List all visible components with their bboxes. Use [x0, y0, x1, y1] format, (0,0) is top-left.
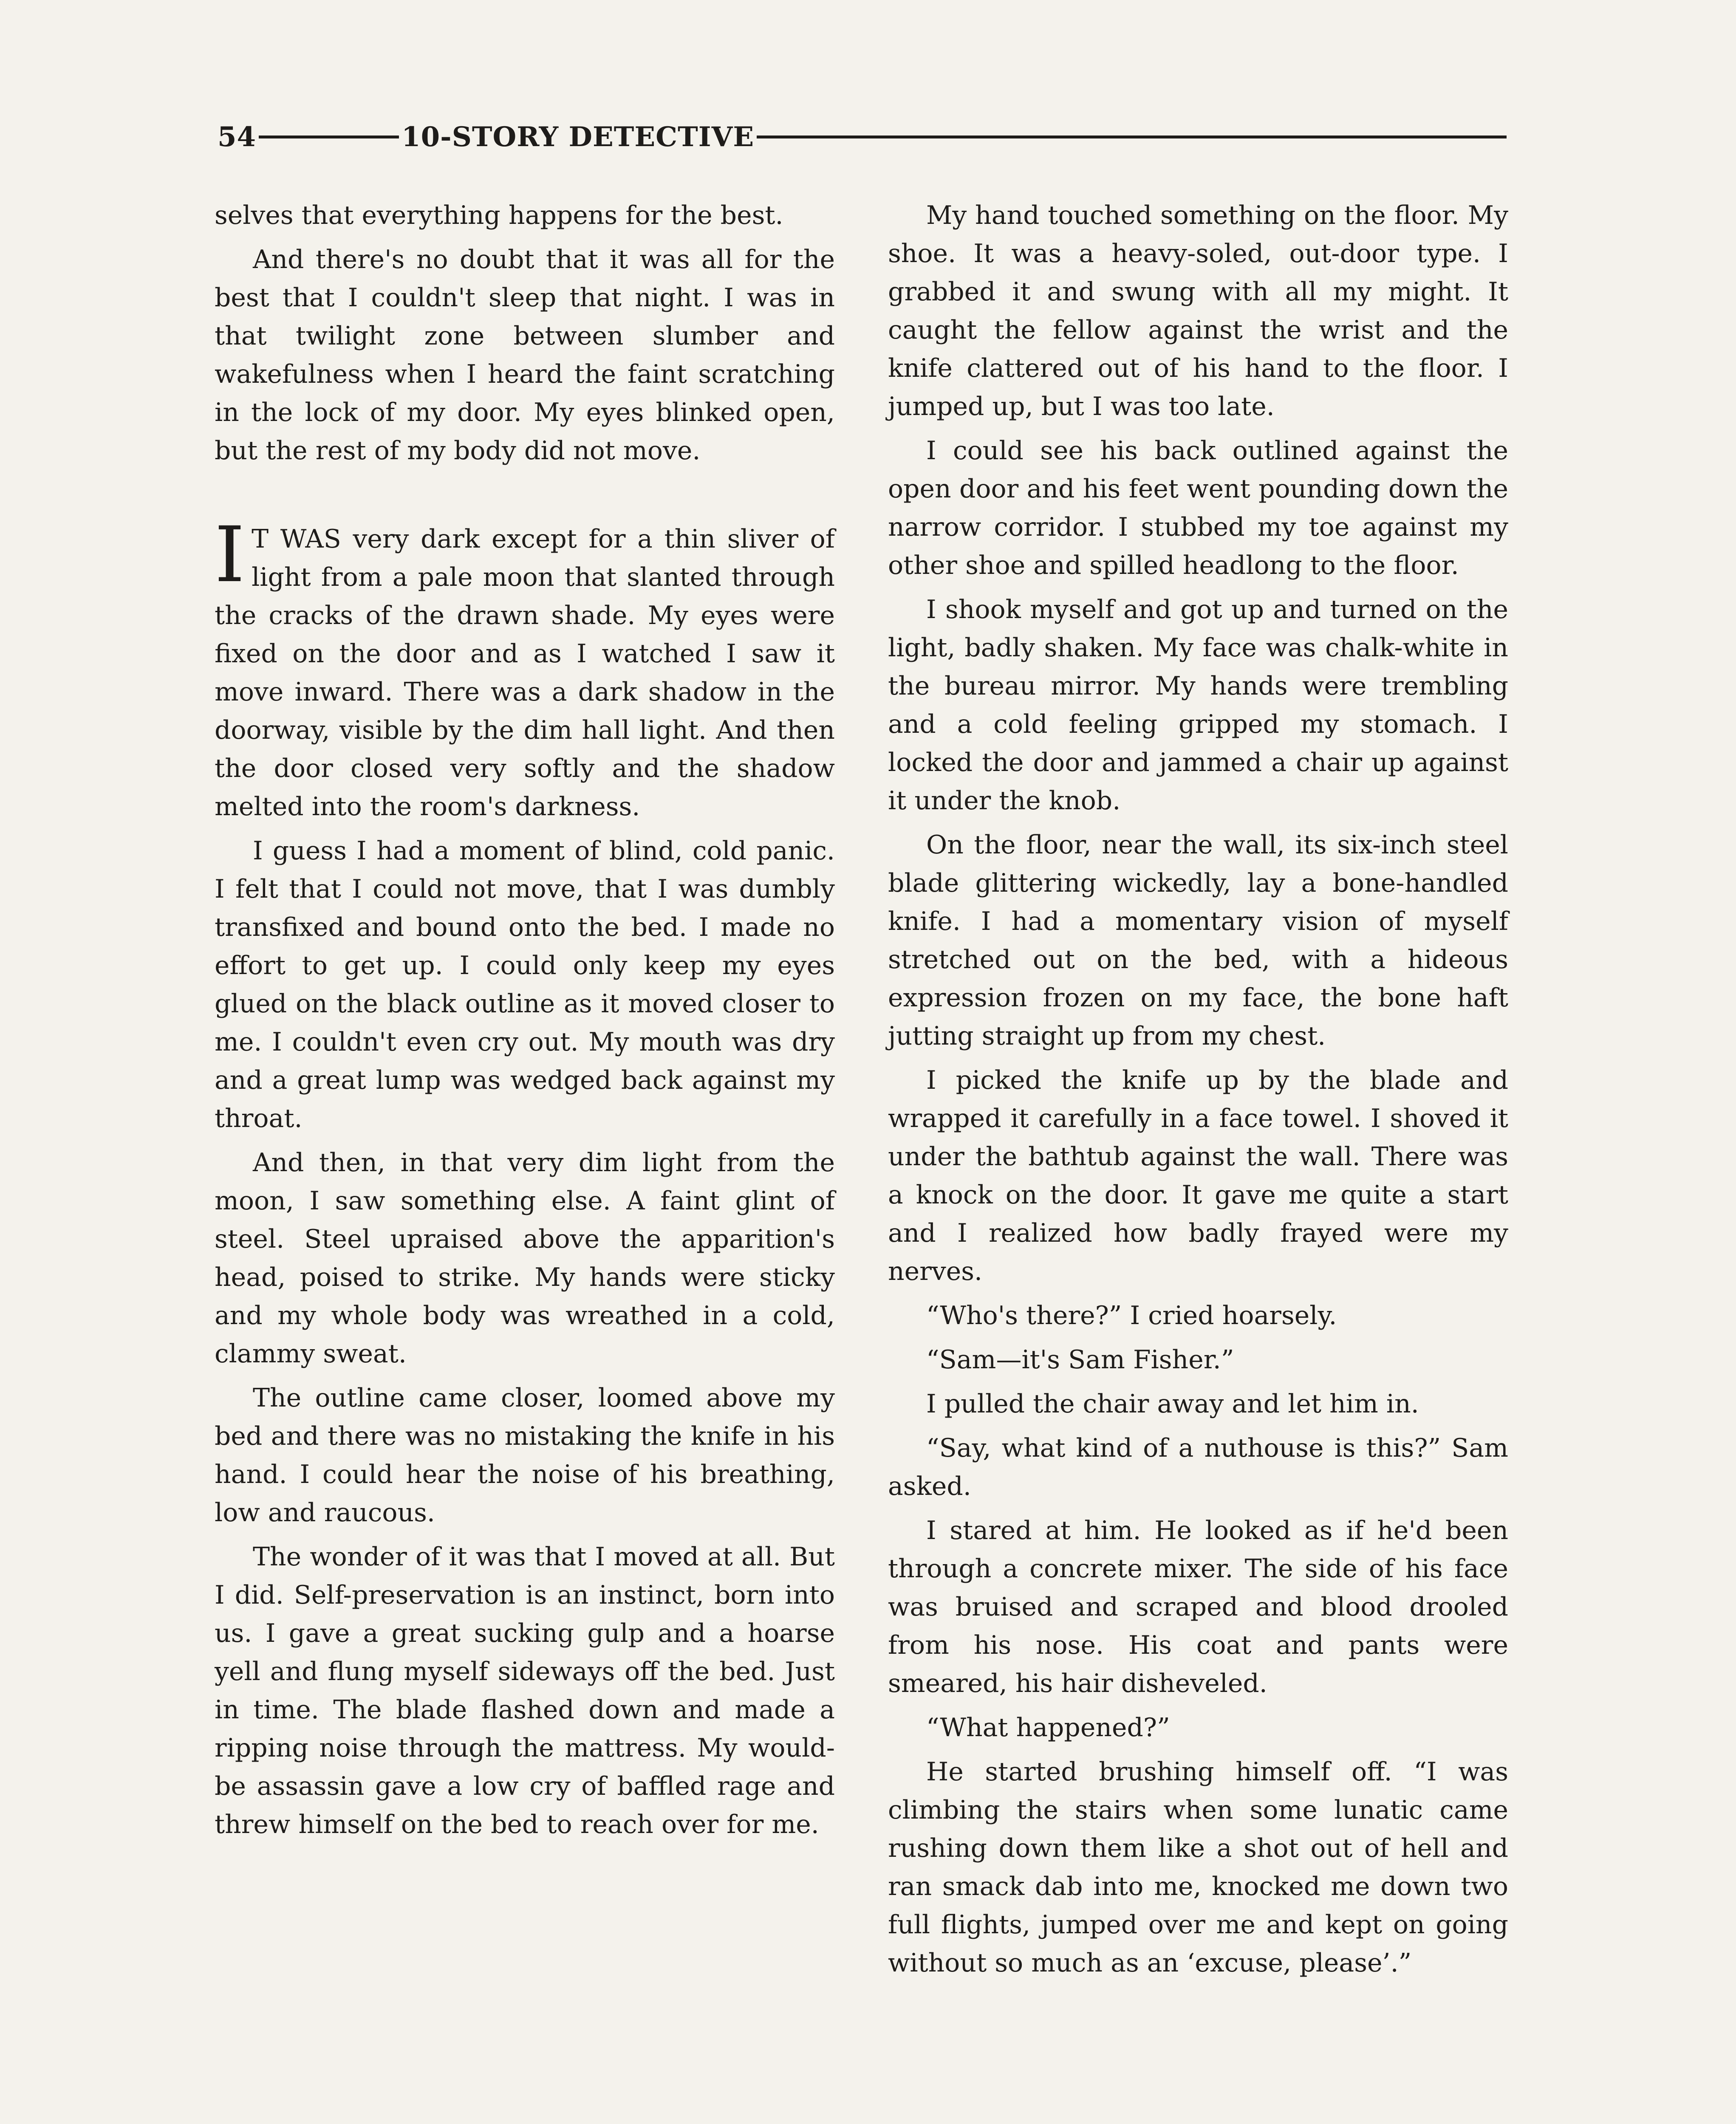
paragraph: He started brushing himself off. “I was climbing the stairs when some lunatic came rushing down them like a shot out of hell and ran smack dab into me, knocked me down two full flights, jumped over me and kept on going without so much as an ‘excuse, please’.” [888, 1757, 1508, 1978]
paragraph: I could see his back outlined against the open door and his feet went pounding down the narrow corridor. I stubbed my toe against my other shoe and spilled headlong to the floor. [888, 436, 1508, 580]
section-start-paragraph [215, 511, 835, 826]
paragraph: On the floor, near the wall, its six-inch steel blade glittering wickedly, lay a bone-handled knife. I had a momentary vision of myself stretched out on the bed, with a hideous expression frozen on my face, the bone haft jutting straight up from my chest. [888, 830, 1508, 1051]
paragraph: I pulled the chair away and let him in. [926, 1389, 1419, 1419]
page-number: 54 [218, 121, 257, 153]
drop-cap: I [215, 511, 245, 599]
paragraph-text: T WAS very dark except for a thin sliver of light from a pale moon that slanted through the cracks of the drawn shade. My eyes were fixed on the door and as I watched I saw it move inward. There was a dark shadow in the doorway, visible by the dim hall light. And then the door closed very softly and the shadow melted into the room's darkness. [215, 524, 835, 822]
dialogue-line: “What happened?” [926, 1713, 1170, 1743]
magazine-title: 10-STORY DETECTIVE [401, 121, 755, 153]
paragraph: selves that everything happens for the best. [215, 201, 783, 230]
paragraph: I shook myself and got up and turned on the light, badly shaken. My face was chalk-white in the bureau mirror. My hands were trembling and a cold feeling gripped my stomach. I locked the door and jammed a chair up against it under the knob. [888, 595, 1508, 816]
paragraph: And then, in that very dim light from the moon, I saw something else. A faint glint of steel. Steel upraised above the apparition's head, poised to strike. My hands were sticky and my whole body was wreathed in a cold, clammy sweat. [215, 1148, 835, 1369]
dialogue-line: “Sam—it's Sam Fisher.” [926, 1345, 1234, 1375]
paragraph: I stared at him. He looked as if he'd been through a concrete mixer. The side of his face was bruised and scraped and blood drooled from his nose. His coat and pants were smeared, his hair disheveled. [888, 1516, 1508, 1698]
paragraph: My hand touched something on the floor. My shoe. It was a heavy-soled, out-door type. I grabbed it and swung with all my might. It caught the fellow against the wrist and the knife clattered out of his hand to the floor. I jumped up, but I was too late. [888, 201, 1508, 421]
paragraph: The outline came closer, loomed above my bed and there was no mistaking the knife in his hand. I could hear the noise of his breathing, low and raucous. [215, 1383, 835, 1528]
paragraph: I guess I had a moment of blind, cold panic. I felt that I could not move, that I was dumbly transfixed and bound onto the bed. I made no effort to get up. I could only keep my eyes glued on the black outline as it moved closer to me. I couldn't even cry out. My mouth was dry and a great lump was wedged back against my throat. [215, 836, 835, 1133]
paragraph: I picked the knife up by the blade and wrapped it carefully in a face towel. I shoved it under the bathtub against the wall. There was a knock on the door. It gave me quite a start and I realized how badly frayed were my nerves. [888, 1065, 1508, 1286]
left-column [215, 196, 835, 1850]
dialogue-line: “Say, what kind of a nuthouse is this?” Sam asked. [888, 1433, 1508, 1501]
page-header [218, 111, 1509, 162]
header-rule-left [259, 136, 399, 138]
right-column [888, 196, 1508, 1988]
dialogue-line: “Who's there?” I cried hoarsely. [926, 1301, 1337, 1330]
paragraph: The wonder of it was that I moved at all. But I did. Self-preservation is an instinct, born into us. I gave a great sucking gulp and a hoarse yell and flung myself sideways off the bed. Just in time. The blade flashed down and made a ripping noise through the mattress. My would-be assassin gave a low cry of baffled rage and threw himself on the bed to reach over for me. [215, 1542, 835, 1839]
paragraph: And there's no doubt that it was all for the best that I couldn't sleep that night. I was in that twilight zone between slumber and wakefulness when I heard the faint scratching in the lock of my door. My eyes blinked open, but the rest of my body did not move. [215, 245, 835, 466]
header-rule-right [757, 136, 1507, 138]
